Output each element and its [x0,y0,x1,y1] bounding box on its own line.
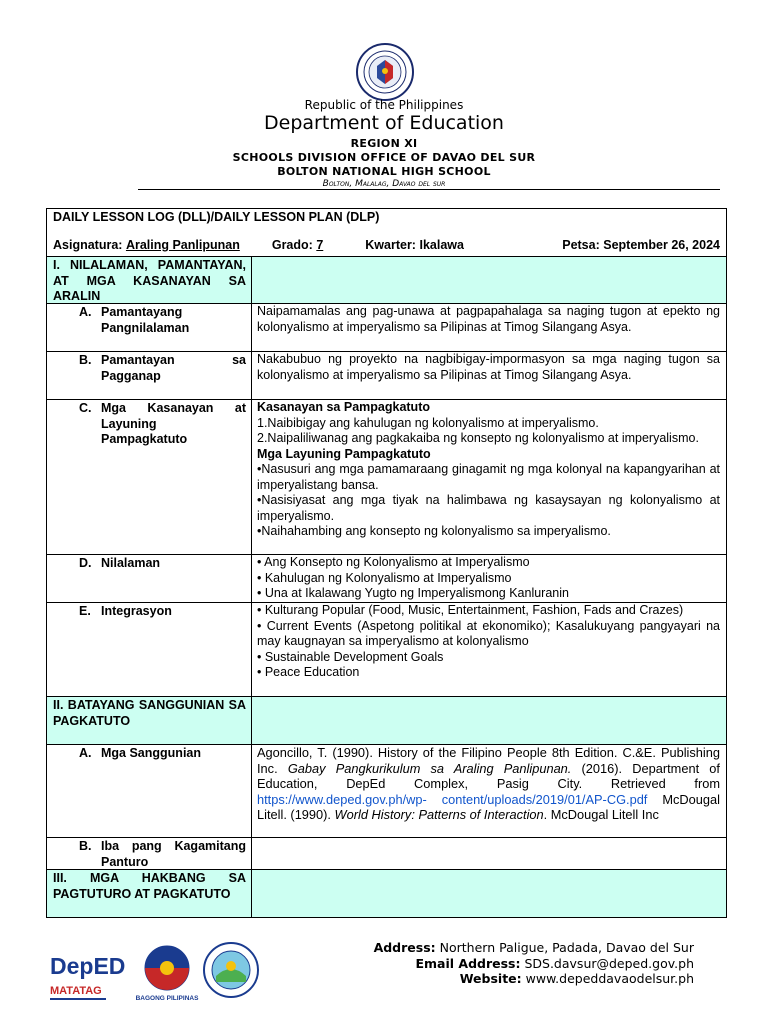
row-iba-pang-kagamitan [47,838,726,870]
row-text: Nakabubuo ng proyekto na nagbibigay-impormasyon sa mga naging tugon sa kolonyalismo at imperyalismo sa Pilipinas at Timog Silangang Asya. [257,352,720,382]
reference-2-text: (2016). Department of Education, DepEd Complex, Pasig City. Retrieved from [257,760,720,791]
quarter-value: Ikalawa [419,238,464,252]
section-2-heading: II. BATAYANG SANGGUNIAN SA PAGKATUTO [47,697,252,744]
section-2-content [252,697,726,744]
row-letter: E. [79,604,91,618]
integrasyon-item: • Peace Education [257,665,360,679]
row-text [252,838,726,869]
row-letter: A. [79,746,92,760]
deped-seal-icon [355,42,415,102]
deped-matatag-logo [50,953,125,1000]
date-label: Petsa: [562,238,600,252]
lesson-plan-table [46,208,727,918]
kasanayan-item: 1.Naibibigay ang kahulugan ng kolonyalismo at imperyalismo. [257,415,599,430]
row-pamantayang-pangnilalaman [47,304,726,352]
row-nilalaman [47,555,726,603]
nilalaman-item: • Ang Konsepto ng Kolonyalismo at Imperyalismo [257,555,530,569]
reference-3-author: McDougal Litell. (1990). [257,791,720,822]
subject-value: Araling Panlipunan [125,238,240,252]
reference-3-title: World History: Patterns of Interaction [334,807,544,822]
row-label: Mga Kasanayan at Layuning Pampagkatuto [101,401,246,446]
department-title: Department of Education [264,112,504,134]
integrasyon-item: • Kulturang Popular (Food, Music, Entertainment, Fashion, Fads and Crazes) [257,603,684,617]
quarter-label: Kwarter: [365,238,416,252]
lesson-meta-row [47,235,726,257]
footer-logo-strip [46,938,296,1006]
matatag-logo-text: MATATAG [50,985,102,997]
kasanayan-heading: Kasanayan sa Pampagkatuto [257,400,430,414]
email-label: Email Address: [415,955,521,971]
nilalaman-item: • Una at Ikalawang Yugto ng Imperyalismong Kanluranin [257,586,569,600]
bagong-pilipinas-text: BAGONG PILIPINAS [135,995,199,1002]
kasanayan-item: 2.Naipaliliwanag ang pagkakaiba ng konsepto ng kolonyalismo at imperyalismo. [257,431,699,445]
section-3-content [252,870,726,917]
row-letter: D. [79,556,92,570]
website-value[interactable]: www.depeddavaodelsur.ph [525,971,694,986]
reference-3-text: . McDougal Litell Inc [543,807,659,822]
division-label: SCHOOLS DIVISION OFFICE OF DAVAO DEL SUR [232,151,536,164]
layunin-item: •Naihahambing ang konsepto ng kolonyalismo sa imperyalismo. [257,524,611,538]
row-label: Mga Sanggunian [101,746,201,760]
row-label: Nilalaman [101,556,161,570]
school-address: Bolton, Malalag, Davao del sur [322,179,446,189]
address-label: Address: [373,940,436,955]
nilalaman-item: • Kahulugan ng Kolonyalismo at Imperyalismo [257,570,512,585]
row-letter: A. [79,305,92,319]
integrasyon-item: • Current Events (Aspetong politikal at ekonomiko); Kasalukuyang pangyayari na may kaugnayan sa imperyalismo at kolonyalismo [257,618,720,648]
deped-logo-text: DepED [50,953,126,979]
row-integrasyon [47,603,726,697]
grade-value: 7 [316,238,324,252]
reference-2-title: Gabay Pangkurikulum sa Araling Panlipunan. [287,760,572,776]
contact-block [364,940,694,987]
region-label: REGION XI [350,137,418,150]
subject-label: Asignatura: [53,238,123,252]
section-1-row [47,257,726,304]
reference-1: Agoncillo, T. (1990). History of the Filipino People 8th Edition. C.&E. Publishing Inc. [257,745,720,776]
lesson-plan-title: DAILY LESSON LOG (DLL)/DAILY LESSON PLAN (DLP) [53,210,380,224]
header-divider [138,189,720,190]
date-value: September 26, 2024 [603,238,720,252]
bagong-pilipinas-logo [136,946,200,1002]
division-seal-logo [204,943,258,997]
footer-logos [46,938,296,1011]
row-label: Integrasyon [101,604,172,618]
section-2-row [47,697,726,745]
reference-2-link[interactable]: https://www.deped.gov.ph/wp- content/uploads/2019/01/AP-CG.pdf [257,791,648,807]
row-label: Pamantayang Pangnilalaman [101,305,190,335]
row-mga-sanggunian [47,745,726,838]
row-text: Naipamamalas ang pag-unawa at pagpapahalaga sa naging tugon at epekto ng kolonyalismo at imperyalismo sa Pilipinas at Timog Silangang Asya. [257,304,720,334]
section-1-heading: I. NILALAMAN, PAMANTAYAN, AT MGA KASANAYAN SA ARALIN [47,257,252,303]
layunin-item: •Nasusuri ang mga pamamaraang ginagamit ng mga kolonyal na kapangyarihan at imperyalistang bansa. [257,462,720,492]
section-1-content [252,257,726,303]
row-pamantayan-sa-pagganap [47,352,726,400]
republic-label: Republic of the Philippines [304,98,464,112]
row-label: Pamantayan sa Pagganap [101,353,246,383]
grade-label: Grado: [271,238,313,252]
website-label: Website: [459,971,522,986]
section-3-heading: III. MGA HAKBANG SA PAGTUTURO AT PAGKATUTO [47,870,252,917]
row-label: Iba pang Kagamitang Panturo [101,839,246,869]
row-letter: B. [79,839,92,853]
row-kasanayan-layunin [47,400,726,555]
layunin-heading: Mga Layuning Pampagkatuto [257,446,431,461]
school-name: BOLTON NATIONAL HIGH SCHOOL [277,165,491,178]
row-letter: B. [79,353,92,367]
address-value: Northern Paligue, Padada, Davao del Sur [439,940,694,955]
layunin-item: •Nasisiyasat ang mga tiyak na halimbawa ng kasaysayan ng kolonyalismo at imperyalismo. [257,493,720,523]
row-letter: C. [79,401,92,415]
section-3-row [47,870,726,917]
integrasyon-item: • Sustainable Development Goals [257,649,444,664]
email-value[interactable]: SDS.davsur@deped.gov.ph [524,955,694,971]
